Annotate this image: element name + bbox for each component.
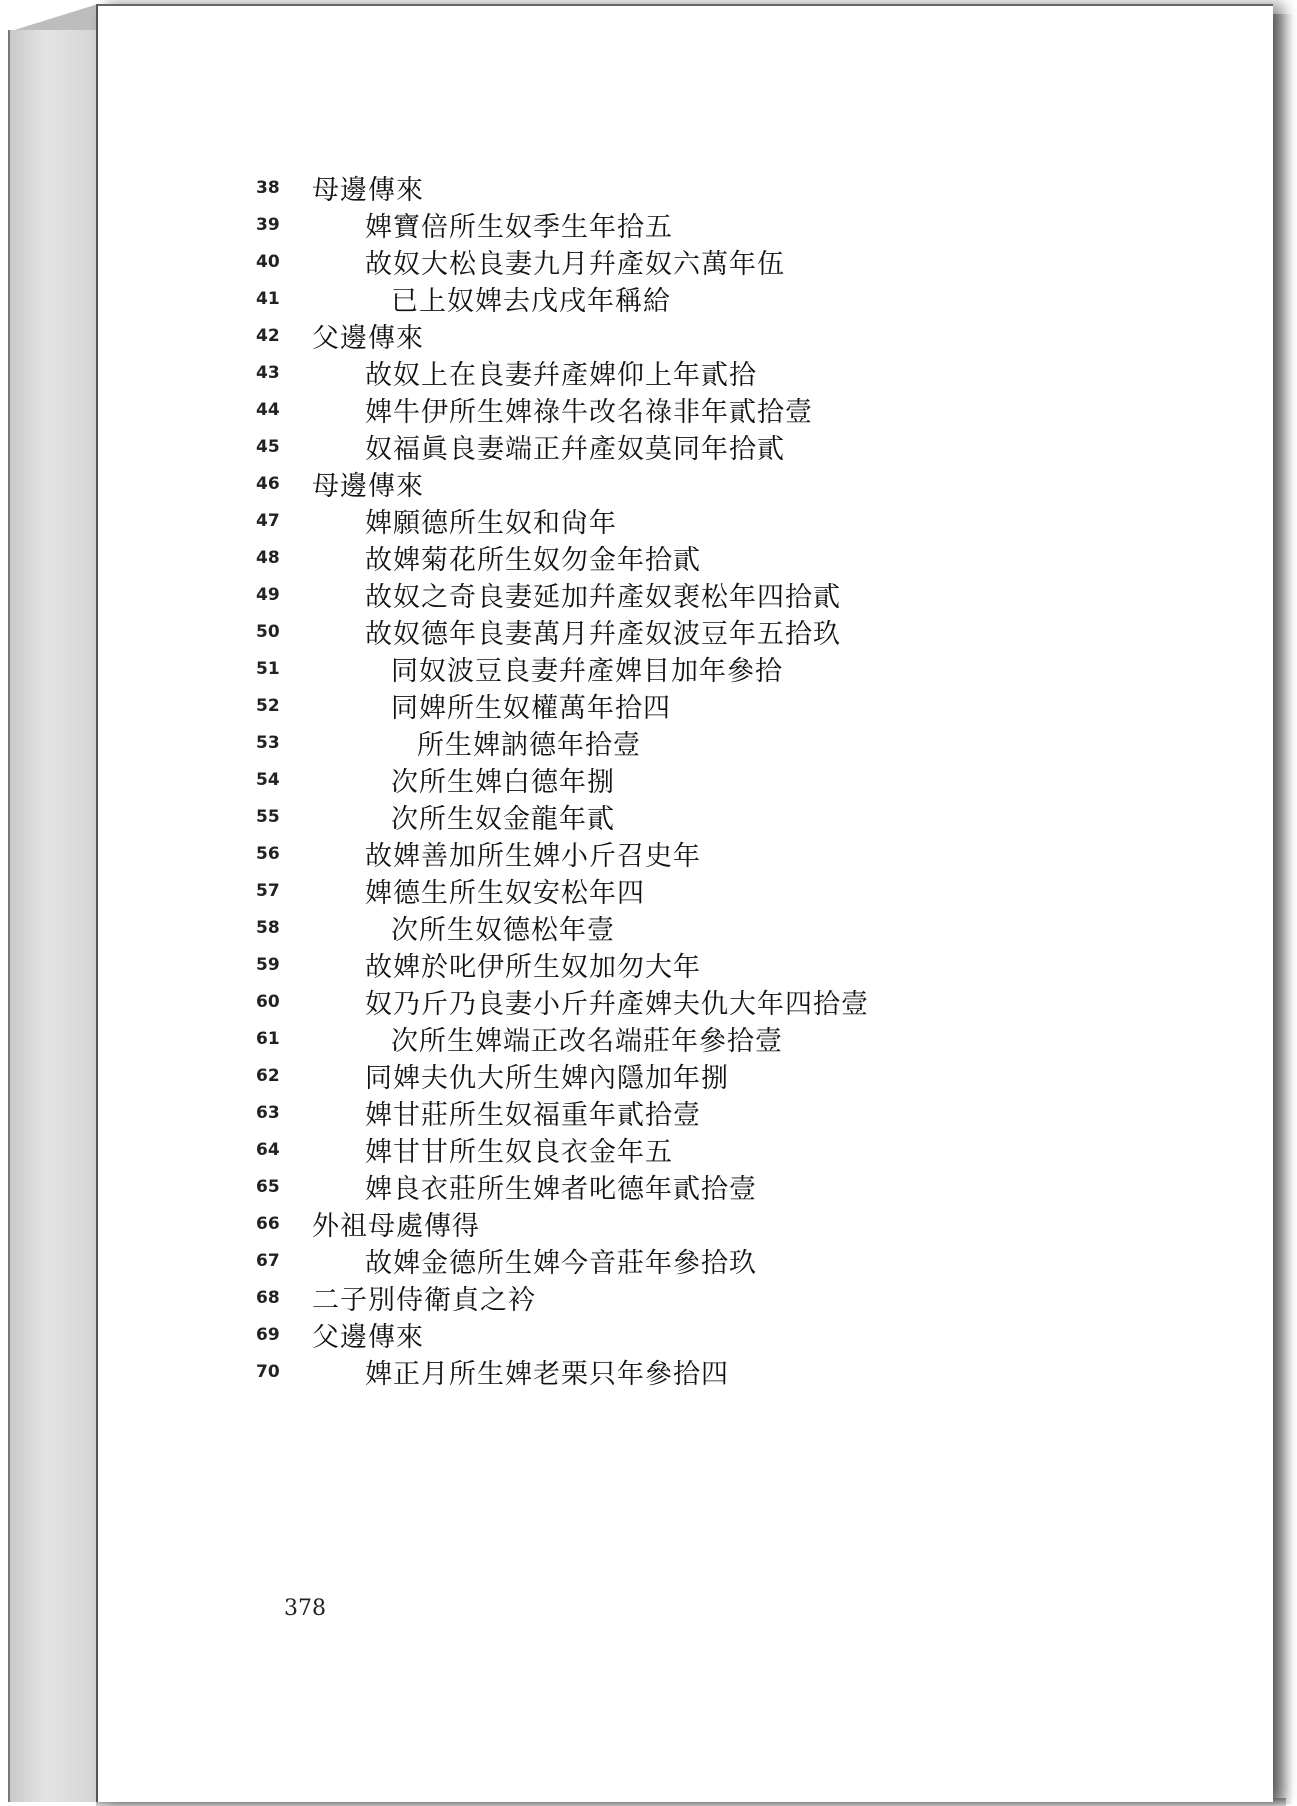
line-text: 次所生婢端正改名端莊年參拾壹 [391,1026,783,1057]
line-text: 父邊傳來 [312,323,424,354]
text-line [98,1241,1273,1281]
line-number: 66 [256,1214,280,1234]
text-line [98,908,1273,948]
text-line [98,723,1273,763]
text-line [98,871,1273,911]
line-text: 母邊傳來 [312,175,424,206]
text-line [98,168,1273,208]
line-number: 59 [256,955,280,975]
line-number: 48 [256,548,280,568]
line-number: 50 [256,622,280,642]
line-number: 69 [256,1325,280,1345]
page-edge-shadow [1271,14,1293,1804]
line-number: 61 [256,1029,280,1049]
line-text: 奴福眞良妻端正幷產奴莫同年拾貳 [365,434,785,465]
text-line [98,1315,1273,1355]
line-number: 64 [256,1140,280,1160]
line-text: 外祖母處傳得 [312,1211,480,1242]
line-text: 二子別侍衛貞之衿 [312,1285,536,1316]
line-number: 40 [256,252,280,272]
line-text: 父邊傳來 [312,1322,424,1353]
line-number: 38 [256,178,280,198]
line-text: 同奴波豆良妻幷產婢目加年參拾 [391,656,783,687]
line-number: 70 [256,1362,280,1382]
text-line [98,649,1273,689]
document-page [96,4,1273,1802]
text-line [98,945,1273,985]
line-text: 婢德生所生奴安松年四 [365,878,645,909]
line-number: 58 [256,918,280,938]
book-spine-top [8,4,98,32]
line-number: 52 [256,696,280,716]
book-spine [8,30,100,1802]
line-text: 已上奴婢去戊戌年稱給 [391,286,671,317]
line-number: 68 [256,1288,280,1308]
text-line [98,982,1273,1022]
line-number: 54 [256,770,280,790]
line-text: 故婢金德所生婢今音莊年參拾玖 [365,1248,757,1279]
line-number: 47 [256,511,280,531]
line-text: 婢良衣莊所生婢者叱德年貳拾壹 [365,1174,757,1205]
line-text: 婢牛伊所生婢祿牛改名祿非年貳拾壹 [365,397,813,428]
line-number: 43 [256,363,280,383]
line-text: 婢寶倍所生奴季生年拾五 [365,212,673,243]
line-text: 婢正月所生婢老栗只年參拾四 [365,1359,729,1390]
line-number: 65 [256,1177,280,1197]
line-text: 故婢善加所生婢小斤召史年 [365,841,701,872]
text-line [98,1204,1273,1244]
line-text: 同婢夫仇大所生婢內隱加年捌 [365,1063,729,1094]
text-line [98,797,1273,837]
text-line [98,464,1273,504]
line-number: 63 [256,1103,280,1123]
text-line [98,242,1273,282]
text-line [98,1167,1273,1207]
line-text: 故婢菊花所生奴勿金年拾貳 [365,545,701,576]
line-text: 次所生奴德松年壹 [391,915,615,946]
text-line [98,1130,1273,1170]
line-text: 所生婢訥德年拾壹 [417,730,641,761]
text-line [98,834,1273,874]
line-number: 39 [256,215,280,235]
text-line [98,390,1273,430]
text-line [98,760,1273,800]
text-line [98,316,1273,356]
line-text: 母邊傳來 [312,471,424,502]
text-line [98,501,1273,541]
text-line [98,427,1273,467]
text-line [98,1093,1273,1133]
text-line [98,686,1273,726]
line-number: 57 [256,881,280,901]
line-text: 故婢於叱伊所生奴加勿大年 [365,952,701,983]
line-text: 故奴之奇良妻延加幷產奴裵松年四拾貳 [365,582,841,613]
line-number: 44 [256,400,280,420]
line-number: 45 [256,437,280,457]
text-line [98,1278,1273,1318]
line-text: 故奴大松良妻九月幷產奴六萬年伍 [365,249,785,280]
line-text: 婢甘莊所生奴福重年貳拾壹 [365,1100,701,1131]
line-number: 41 [256,289,280,309]
line-text: 奴乃斤乃良妻小斤幷產婢夫仇大年四拾壹 [365,989,869,1020]
text-line [98,538,1273,578]
page-number: 378 [284,1596,326,1621]
line-number: 67 [256,1251,280,1271]
line-text: 同婢所生奴權萬年拾四 [391,693,671,724]
line-text: 婢願德所生奴和尙年 [365,508,617,539]
text-line [98,353,1273,393]
text-line [98,575,1273,615]
text-line [98,612,1273,652]
line-number: 51 [256,659,280,679]
line-text: 婢甘甘所生奴良衣金年五 [365,1137,673,1168]
text-line [98,1019,1273,1059]
line-number: 56 [256,844,280,864]
line-text: 次所生奴金龍年貳 [391,804,615,835]
text-line [98,1352,1273,1392]
line-text: 故奴上在良妻幷產婢仰上年貳拾 [365,360,757,391]
line-number: 62 [256,1066,280,1086]
line-number: 55 [256,807,280,827]
text-line [98,279,1273,319]
line-text: 次所生婢白德年捌 [391,767,615,798]
line-number: 42 [256,326,280,346]
line-number: 46 [256,474,280,494]
line-text: 故奴德年良妻萬月幷產奴波豆年五拾玖 [365,619,841,650]
line-number: 49 [256,585,280,605]
line-number: 60 [256,992,280,1012]
line-number: 53 [256,733,280,753]
text-line [98,205,1273,245]
text-line [98,1056,1273,1096]
